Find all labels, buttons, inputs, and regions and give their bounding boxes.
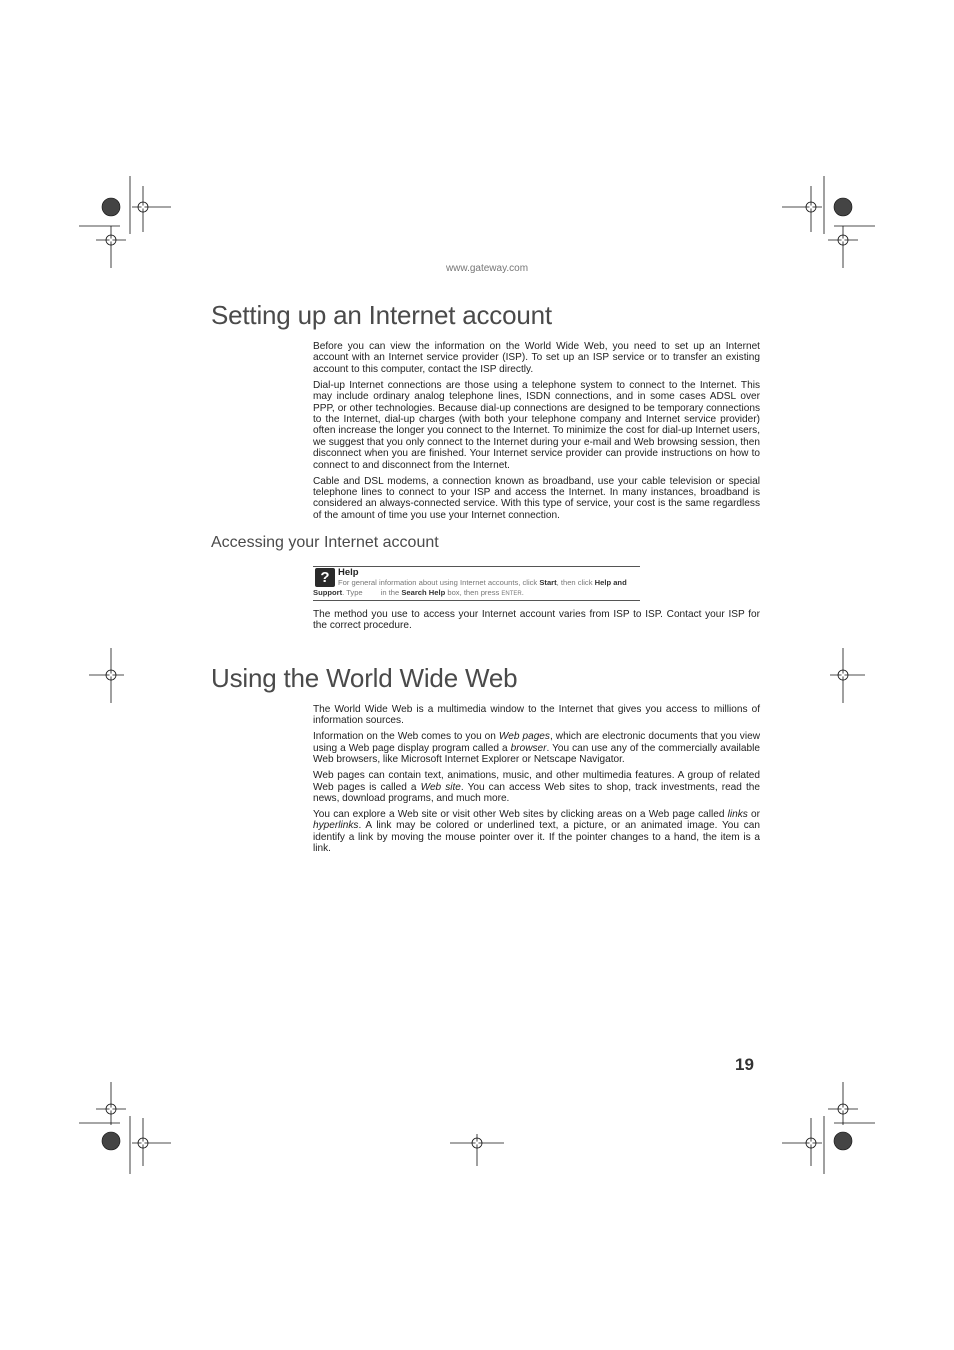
question-mark-icon: ? [315,568,335,587]
paragraph: Before you can view the information on the World Wide Web, you need to set up an Internet account with an Internet service provider (ISP). To set up an ISP service or to transfer an existing account to this computer, contact the ISP directly. [313,341,760,375]
help-text: For general information about using Internet accounts, click Start, then click Help and Support. Type in the Search Help box, then press ENTER. [313,578,627,597]
paragraph: Dial-up Internet connections are those using a telephone system to connect to the Internet. This may include ordinary analog telephone lines, ISDN connections, and in some cases ADSL over PPP, or other technologies. Because dial-up connections are designed to be temporary connections to the Internet, dial-up charges (with both your telephone company and Internet service provider) often increase the longer you connect to the Internet. To minimize the cost for dial-up Internet users, we suggest that you only connect to the Internet during your e-mail and Web browsing session, then disconnect when you are finished. Your Internet service provider can provide instructions on how to connect to and disconnect from the Internet. [313,379,760,471]
paragraph: Web pages can contain text, animations, music, and other multimedia features. A group of related Web pages is called a Web site. You can access Web sites to shop, track investments, read the news, download programs, and much more. [313,770,760,805]
start-label: Start [539,578,557,587]
section1-body [313,341,760,526]
header-url: www.gateway.com [445,263,529,274]
paragraph: You can explore a Web site or visit other Web sites by clicking areas on a Web page called links or hyperlinks. A link may be colored or underlined text, a picture, or an animated image. You can identify a link by moving the mouse pointer over it. If the pointer changes to a hand, the item is a link. [313,809,760,855]
section-title-setting-up-internet: Setting up an Internet account [211,300,552,330]
paragraph: The World Wide Web is a multimedia window to the Internet that gives you access to millions of information sources. [313,704,760,727]
help-title: Help [338,567,359,578]
subsection-body [313,609,760,636]
section-title-using-www: Using the World Wide Web [211,663,518,693]
section2-body [313,704,760,859]
page-number: 19 [735,1055,754,1074]
search-help-label: Search Help [401,587,446,597]
enter-key-label: ENTER [501,590,522,597]
help-and-support-label: Help and Support [313,578,627,597]
paragraph: Information on the Web comes to you on Web pages, which are electronic documents that you view using a Web page display program called a browser. You can use any of the commercially available Web browsers, like Microsoft Internet Explorer or Netscape Navigator. [313,731,761,766]
paragraph: The method you use to access your Internet account varies from ISP to ISP. Contact your ISP for the correct procedure. [313,609,760,632]
help-box [313,566,640,601]
subsection-title-accessing-account: Accessing your Internet account [211,534,439,551]
paragraph: Cable and DSL modems, a connection known as broadband, use your cable television or special telephone lines to connect to your ISP and access the Internet. In many instances, broadband is considered an always-connected service. With this type of service, your cost is the same regardless of the amount of time you use your Internet connection. [313,475,760,521]
